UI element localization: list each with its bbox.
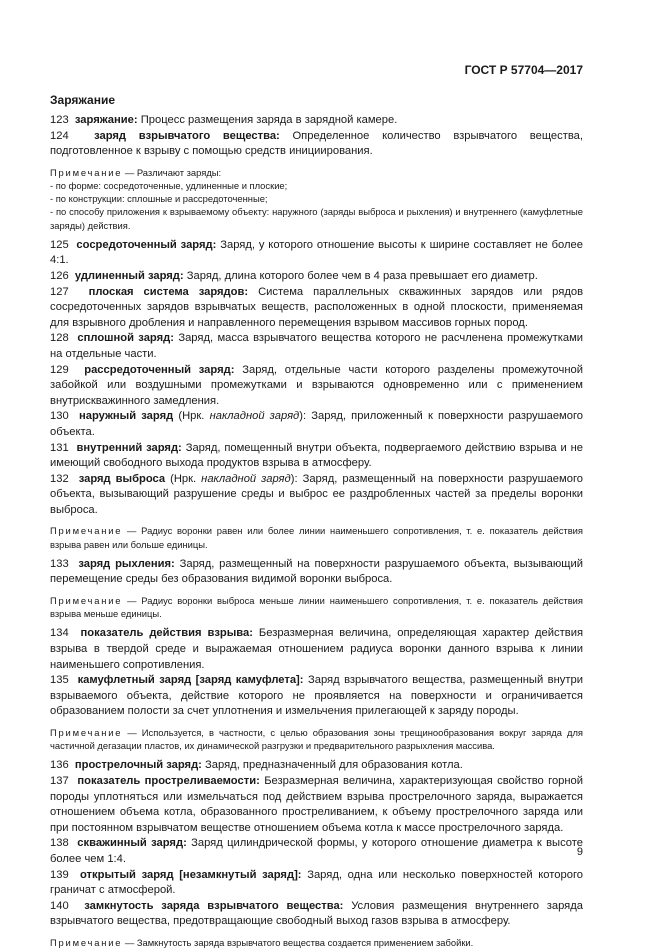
note-item: - по способу приложения к взрываемому объекту: наружного (заряды выброса и рыхления) и внутреннего (камуфлетные заряды) действия. [50, 206, 583, 231]
note-5: Примечание — Замкнутость заряда взрывчатого вещества создается применением забойки. [50, 936, 474, 948]
note-label: Примечание [50, 727, 123, 739]
note-label: Примечание [50, 166, 123, 178]
note-label: Примечание [50, 936, 123, 948]
entry-138: 138 скважинный заряд: Заряд цилиндрической формы, у которого отношение диаметра к высоте более чем 1:4. [50, 837, 583, 866]
entry-134: 134 показатель действия взрыва: Безразмерная величина, определяющая характер действия взрыва в твердой среде и выражаемая отношением радиуса воронки данного взрыва к линии наименьшего сопротивления. [50, 627, 584, 671]
entries-body [50, 113, 583, 949]
entry-126: 126 удлиненный заряд: Заряд, длина которого более чем в 4 раза превышает его диаметр. [50, 269, 538, 282]
entry-133: 133 заряд рыхления: Заряд, размещенный на поверхности разрушаемого объекта, вызывающий перемещение среды без образования видимой воронки выброса. [50, 557, 583, 586]
entry-131: 131 внутренний заряд: Заряд, помещенный внутри объекта, подвергаемого действию взрыва и не имеющий свободного выхода продуктов взрыва в атмосферу. [50, 441, 584, 470]
note-2: Примечание — Радиус воронки равен или более линии наименьшего сопротивления, т. е. показатель действия взрыва равен или больше единицы. [50, 525, 583, 550]
entry-124: 124 заряд взрывчатого вещества: Определенное количество взрывчатого вещества, подготовленное к взрыву с помощью средств инициирования. [50, 129, 583, 158]
note-label: Примечание [50, 595, 123, 607]
standard-header: ГОСТ Р 57704—2017 [464, 63, 583, 77]
entry-140: 140 замкнутость заряда взрывчатого вещества: Условия размещения внутреннего заряда взрывчатого вещества, предотвращающие свободный выход газов взрыва в атмосферу. [50, 899, 583, 928]
note-label: Примечание [50, 525, 123, 537]
note-item: - по форме: сосредоточенные, удлиненные и плоские; [50, 179, 288, 191]
entry-135: 135 камуфлетный заряд [заряд камуфлета]: Заряд взрывчатого вещества, размещенный внутри взрываемого объекта, действие которого не проявляется на поверхности и ограничивается образованием полости за счет уплотнения и измельчения прилегающей к заряду породы. [50, 674, 583, 718]
entry-127: 127 плоская система зарядов: Система параллельных скважинных зарядов или рядов сосредоточенных зарядов взрывчатых веществ, расположенных в одной плоскости, применяемая для взрывного дробления и направленного перемещения взрывом массивов горных пород. [50, 285, 584, 329]
entry-123: 123 заряжание: Процесс размещения заряда в зарядной камере. [50, 114, 398, 126]
entry-136: 136 прострелочный заряд: Заряд, предназначенный для образования котла. [50, 759, 463, 772]
entry-139: 139 открытый заряд [незамкнутый заряд]: Заряд, одна или несколько поверхностей которого граничат с атмосферой. [50, 868, 583, 897]
entry-132: 132 заряд выброса (Нрк. накладной заряд): Заряд, размещенный на поверхности разрушаемого объекта, вызывающий разрушение среды и выброс ее раздробленных частей за пределы воронки выброса. [50, 472, 584, 516]
note-3: Примечание — Радиус воронки выброса меньше линии наименьшего сопротивления, т. е. показатель действия взрыва меньше единицы. [50, 595, 583, 620]
note-1: Примечание — Различают заряды: - по форме: сосредоточенные, удлиненные и плоские; - по конструкции: сплошные и рассредоточенные; - по способу приложения к взрываемому объекту: наружного (заряды выброса и рыхления) и внутреннего (камуфлетные заряды) действия. [50, 166, 583, 231]
entry-129: 129 рассредоточенный заряд: Заряд, отдельные части которого разделены промежуточной забойкой или воздушными промежутками и взрываются одновременно или с применением внутрискважинного замедления. [50, 363, 584, 407]
section-title: Заряжание [50, 93, 115, 107]
entry-137: 137 показатель простреливаемости: Безразмерная величина, характеризующая свойство горной породы уплотняться или измельчаться под действием взрыва прострелочного заряда, выражается отношением объема котла, образованного простреливанием, к объему прострелочного заряда или при постоянном взрывчатом веществе отношением объема котла к массе прострелочного заряда. [50, 775, 584, 834]
entry-130: 130 наружный заряд (Нрк. накладной заряд): Заряд, приложенный к поверхности разрушаемого объекта. [50, 410, 584, 438]
note-item: - по конструкции: сплошные и рассредоточенные; [50, 193, 268, 205]
page-number: 9 [576, 846, 583, 858]
entry-125: 125 сосредоточенный заряд: Заряд, у которого отношение высоты к ширине составляет не более 4:1. [50, 238, 584, 267]
note-4: Примечание — Используется, в частности, с целью образования зоны трещинообразования вокруг заряда для частичной дегазации пластов, их динамической разгрузки и предварительного разрыхления массива. [50, 727, 583, 752]
entry-128: 128 сплошной заряд: Заряд, масса взрывчатого вещества которого не расчленена промежутками на отдельные части. [50, 332, 584, 360]
